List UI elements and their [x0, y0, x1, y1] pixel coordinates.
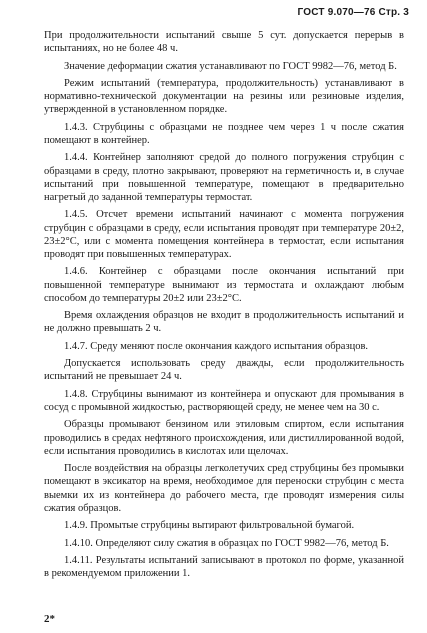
paragraph-medium-reuse: Допускается использовать среду дважды, если продолжительность испытаний не превышает 24 ч.	[44, 358, 404, 383]
paragraph-compression-value: Значение деформации сжатия устанавливают по ГОСТ 9982—76, метод Б.	[64, 60, 397, 72]
clause-1-4-10: 1.4.10. Определяют силу сжатия в образцах по ГОСТ 9982—76, метод Б.	[64, 537, 389, 549]
paragraph-test-mode: Режим испытаний (температура, продолжительность) устанавливают в нормативно-технической документации на резины или резиновые изделия, утвержденной в установленном порядке.	[44, 77, 404, 116]
clause-1-4-7: 1.4.7. Среду меняют после окончания каждого испытания образцов.	[64, 340, 369, 352]
clause-1-4-8: 1.4.8. Струбцины вынимают из контейнера и опускают для промывания в сосуд с промывной жидкостью, растворяющей среду, не менее чем на 30 с.	[44, 388, 404, 413]
paragraph-test-break: При продолжительности испытаний свыше 5 сут. допускается перерыв в испытаниях, но не более 48 ч.	[44, 30, 404, 55]
clause-1-4-3: 1.4.3. Струбцины с образцами не позднее чем через 1 ч после сжатия помещают в контейнер.	[44, 121, 404, 146]
page-footer-mark: 2*	[44, 613, 55, 625]
document-body	[44, 29, 404, 585]
clause-1-4-6: 1.4.6. Контейнер с образцами после окончания испытаний при повышенной температуре вынимают из термостата и охлаждают любым способом до температуры 20±2 или 23±2°С.	[44, 266, 404, 304]
paragraph-cooling-time: Время охлаждения образцов не входит в продолжительность испытаний и не должно превышать 2 ч.	[44, 310, 404, 335]
clause-1-4-4: 1.4.4. Контейнер заполняют средой до полного погружения струбцин с образцами в среду, плотно закрывают, проверяют на герметичность и, в случае испытаний при повышенной температуре, помещают в предварительно нагретый до заданной температуры термостат.	[44, 152, 404, 203]
clause-1-4-5: 1.4.5. Отсчет времени испытаний начинают с момента погружения струбцин с образцами в среду, если испытания проводят при температуре 20±2, 23±2°С, или с момента помещения контейнера в термостат, если испытания проводят при повышенных температурах.	[44, 209, 404, 260]
clause-1-4-9: 1.4.9. Промытые струбцины вытирают фильтровальной бумагой.	[64, 520, 355, 532]
page-header: ГОСТ 9.070—76 Стр. 3	[297, 7, 409, 18]
clause-1-4-11: 1.4.11. Результаты испытаний записывают в протокол по форме, указанной в рекомендуемом приложении 1.	[44, 554, 404, 580]
paragraph-sample-washing: Образцы промывают бензином или этиловым спиртом, если испытания проводились в средах нефтяного происхождения, или дистиллированной водой, если испытания проводились в кислотах или щелочах.	[44, 419, 404, 457]
paragraph-volatile-media: После воздействия на образцы легколетучих сред струбцины без промывки помещают в эксикатор на время, необходимое для переноски струбцин с места выемки их из контейнера до рабочего места, где проводят измерения силы сжатия образцов.	[44, 463, 404, 514]
